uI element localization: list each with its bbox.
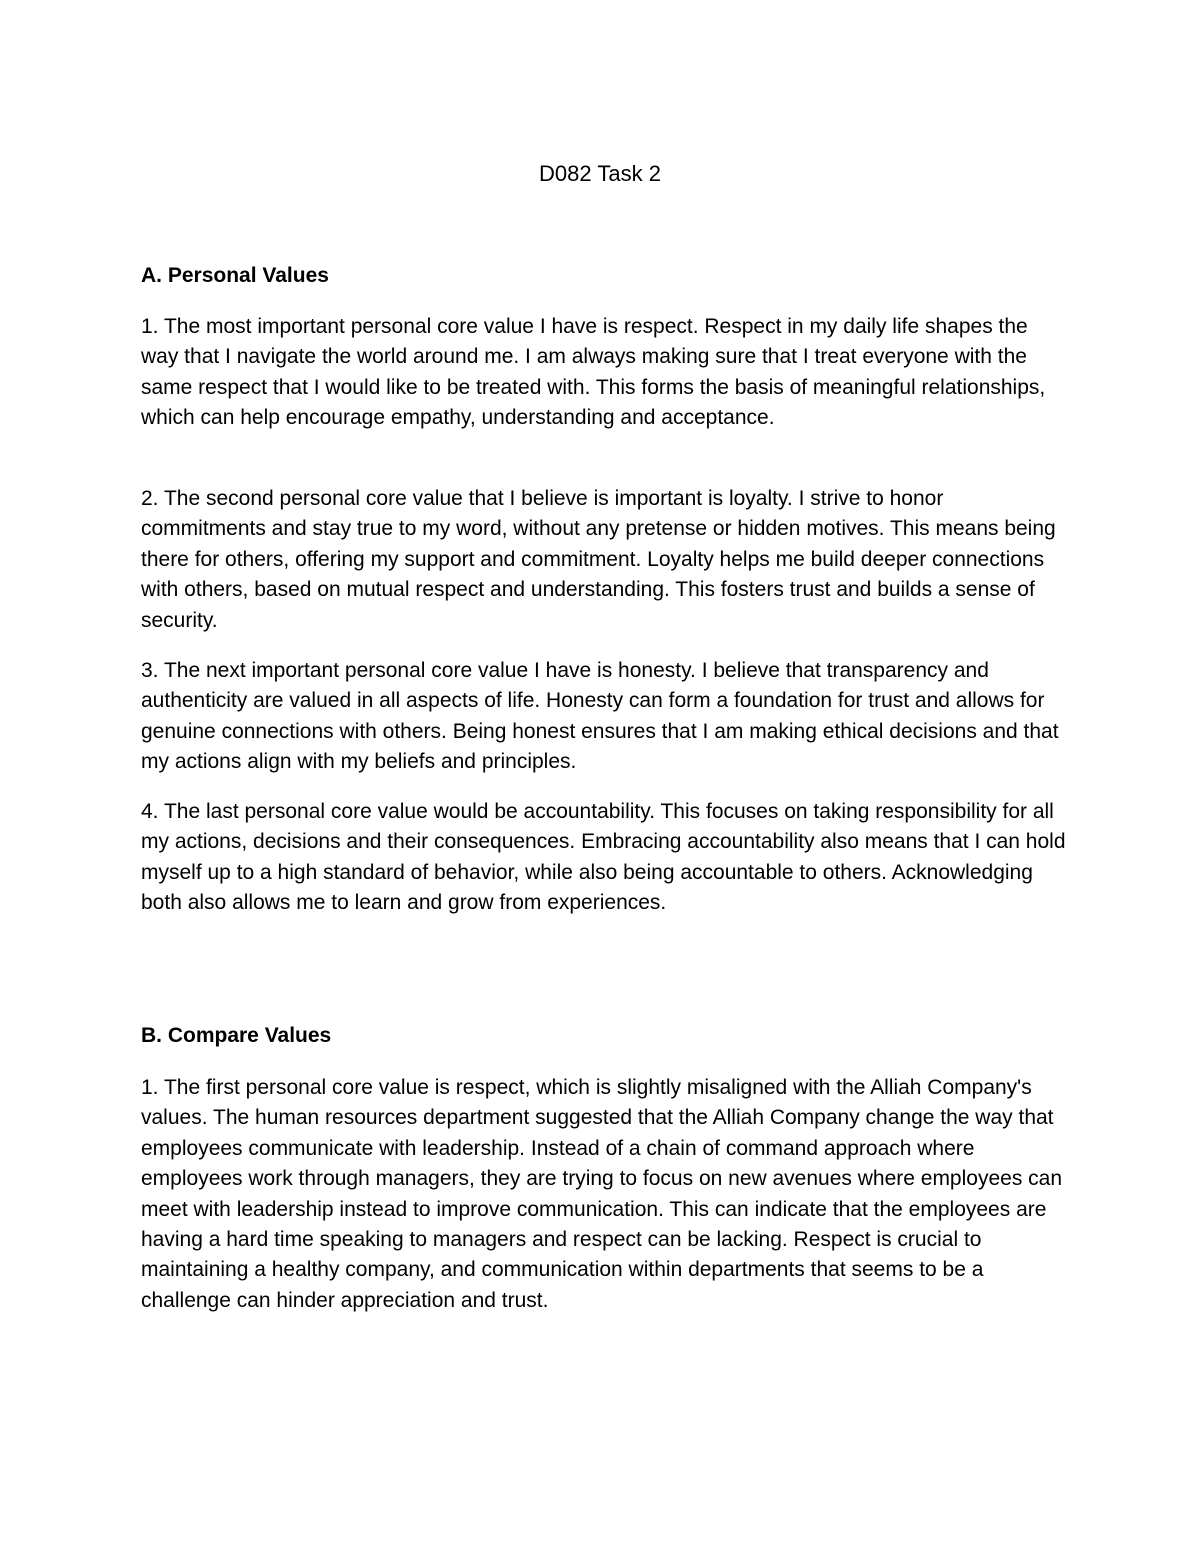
- paragraph-loyalty: 2. The second personal core value that I believe is important is loyalty. I strive to honor commitments and stay true to my word, without any pretense or hidden motives. This means being there for others, offering my support and commitment. Loyalty helps me build deeper connections with others, based on mutual respect and understanding. This fosters trust and builds a sense of security.: [141, 487, 1056, 632]
- paragraph-accountability: 4. The last personal core value would be accountability. This focuses on taking responsibility for all my actions, decisions and their consequences. Embracing accountability also means that I can hold myself up to a high standard of behavior, while also being accountable to others. Acknowledging both also allows me to learn and grow from experiences.: [141, 800, 1066, 915]
- document-title: D082 Task 2: [539, 161, 661, 186]
- section-heading-personal-values: A. Personal Values: [141, 264, 329, 287]
- paragraph-compare-respect: 1. The first personal core value is respect, which is slightly misaligned with the Alliah Company's values. The human resources department suggested that the Alliah Company change the way that employees communicate with leadership. Instead of a chain of command approach where employees work through managers, they are trying to focus on new avenues where employees can meet with leadership instead to improve communication. This can indicate that the employees are having a hard time speaking to managers and respect can be lacking. Respect is crucial to maintaining a healthy company, and communication within departments that seems to be a challenge can hinder appreciation and trust.: [141, 1076, 1063, 1312]
- paragraph-honesty: 3. The next important personal core value I have is honesty. I believe that transparency and authenticity are valued in all aspects of life. Honesty can form a foundation for trust and allows for genuine connections with others. Being honest ensures that I am making ethical decisions and that my actions align with my beliefs and principles.: [141, 659, 1059, 774]
- section-heading-compare-values: B. Compare Values: [141, 1024, 332, 1047]
- paragraph-respect: 1. The most important personal core value I have is respect. Respect in my daily life shapes the way that I navigate the world around me. I am always making sure that I treat everyone with the same respect that I would like to be treated with. This forms the basis of meaningful relationships, which can help encourage empathy, understanding and acceptance.: [141, 315, 1046, 430]
